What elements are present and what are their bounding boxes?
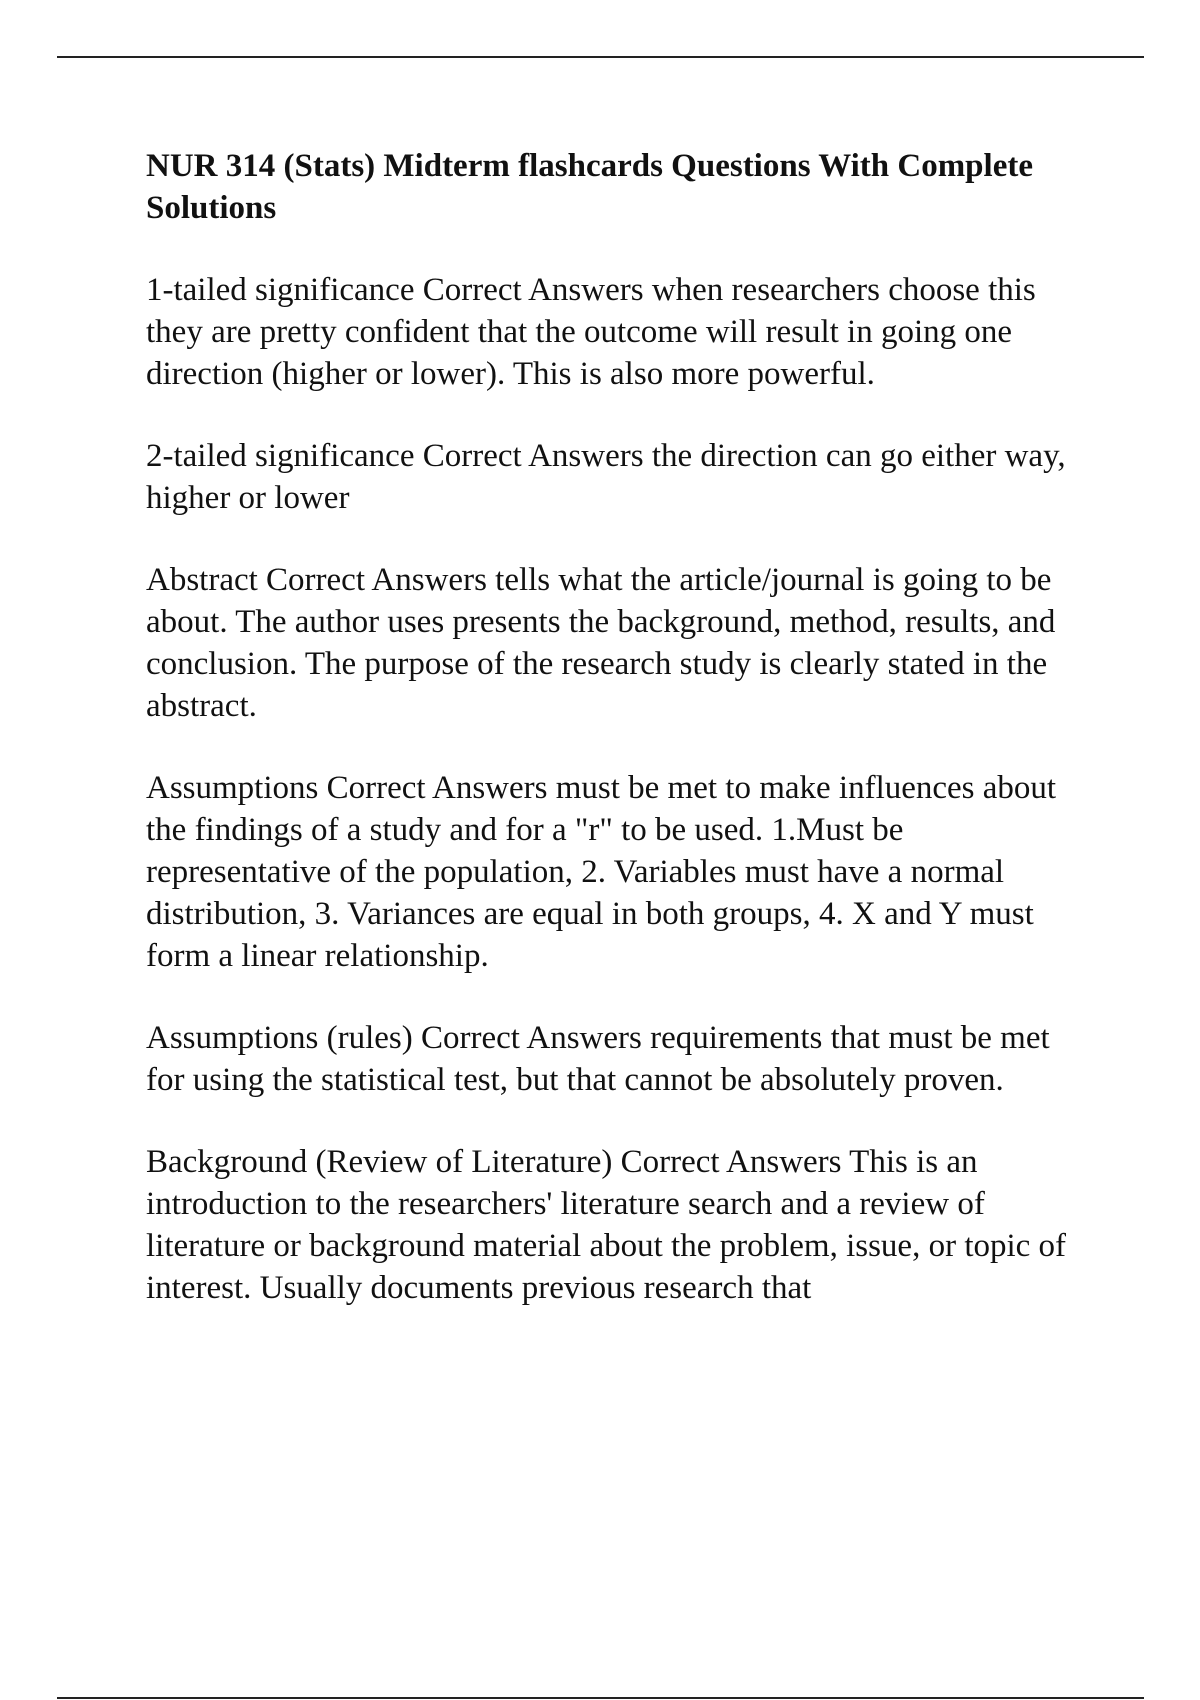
- bottom-divider: [57, 1697, 1144, 1699]
- flashcard-entry: Background (Review of Literature) Correct Answers This is an introduction to the researchers' literature search and a review of literature or background material about the problem, issue, or topic of interest. Usually documents previous research that: [146, 1144, 1067, 1306]
- flashcard-entry: Assumptions (rules) Correct Answers requirements that must be met for using the statistical test, but that cannot be absolutely proven.: [146, 1020, 1050, 1098]
- flashcard-entry: Abstract Correct Answers tells what the article/journal is going to be about. The author uses presents the background, method, results, and conclusion. The purpose of the research study is clearly stated in the abstract.: [146, 562, 1056, 724]
- flashcard-entry: 1-tailed significance Correct Answers when researchers choose this they are pretty confident that the outcome will result in going one direction (higher or lower). This is also more powerful.: [146, 272, 1036, 392]
- flashcard-entry: Assumptions Correct Answers must be met to make influences about the findings of a study and for a "r" to be used. 1.Must be representative of the population, 2. Variables must have a normal distribution, 3. Variances are equal in both groups, 4. X and Y must form a linear relationship.: [146, 770, 1057, 974]
- document-body: [146, 145, 1096, 1349]
- document-title: NUR 314 (Stats) Midterm flashcards Questions With Complete Solutions: [146, 148, 1033, 226]
- flashcard-entry: 2-tailed significance Correct Answers the direction can go either way, higher or lower: [146, 438, 1066, 516]
- top-divider: [57, 56, 1144, 58]
